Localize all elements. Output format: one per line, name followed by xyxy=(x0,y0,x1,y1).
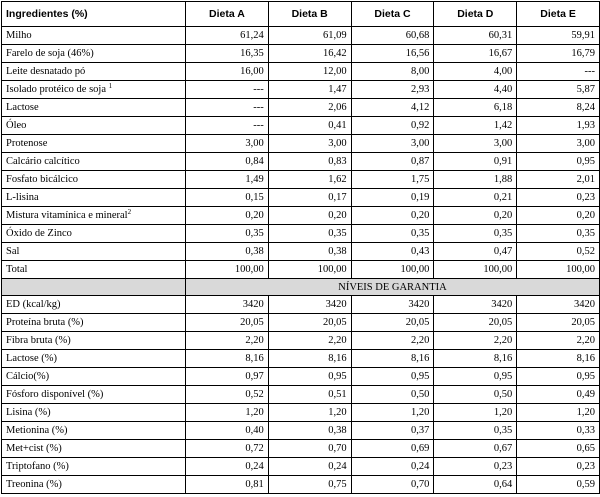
value-cell: 0,81 xyxy=(186,476,269,494)
table-row xyxy=(2,368,600,386)
row-label: Fibra bruta (%) xyxy=(6,335,71,346)
table-row xyxy=(2,27,600,45)
row-label-cell xyxy=(2,27,186,45)
value-cell: 1,20 xyxy=(186,404,269,422)
row-label-cell xyxy=(2,81,186,99)
value-cell: 0,50 xyxy=(434,386,517,404)
value-cell: 4,00 xyxy=(434,63,517,81)
value-cell: 0,20 xyxy=(517,207,600,225)
row-label-cell xyxy=(2,99,186,117)
row-label: Treonina (%) xyxy=(6,479,62,490)
value-cell: 0,15 xyxy=(186,189,269,207)
row-label: Óleo xyxy=(6,120,27,131)
value-cell: 3420 xyxy=(434,296,517,314)
value-cell: 0,52 xyxy=(186,386,269,404)
value-cell: 60,68 xyxy=(351,27,434,45)
row-label: Lisina (%) xyxy=(6,407,51,418)
value-cell: 8,16 xyxy=(517,350,600,368)
value-cell: 0,23 xyxy=(517,458,600,476)
row-label-cell xyxy=(2,135,186,153)
value-cell: 16,56 xyxy=(351,45,434,63)
value-cell: 2,20 xyxy=(186,332,269,350)
section-row xyxy=(2,279,600,296)
value-cell: 100,00 xyxy=(351,261,434,279)
value-cell: 0,75 xyxy=(268,476,351,494)
row-label: Proteína bruta (%) xyxy=(6,317,84,328)
value-cell: 0,41 xyxy=(268,117,351,135)
value-cell: 0,24 xyxy=(186,458,269,476)
value-cell: 16,00 xyxy=(186,63,269,81)
value-cell: 0,20 xyxy=(186,207,269,225)
table-row xyxy=(2,404,600,422)
row-label: Óxido de Zinco xyxy=(6,228,72,239)
footnote-marker: 2 xyxy=(127,208,132,216)
row-label-cell xyxy=(2,225,186,243)
row-label-cell xyxy=(2,63,186,81)
table-row xyxy=(2,458,600,476)
value-cell: 0,35 xyxy=(517,225,600,243)
table-row xyxy=(2,45,600,63)
value-cell: 0,95 xyxy=(351,368,434,386)
table-row xyxy=(2,117,600,135)
value-cell: 1,20 xyxy=(517,404,600,422)
value-cell: 0,20 xyxy=(268,207,351,225)
value-cell: 12,00 xyxy=(268,63,351,81)
value-cell: 16,35 xyxy=(186,45,269,63)
row-label: Farelo de soja (46%) xyxy=(6,48,94,59)
value-cell: 1,42 xyxy=(434,117,517,135)
value-cell: 1,62 xyxy=(268,171,351,189)
section-spacer-cell xyxy=(2,279,186,296)
table-row xyxy=(2,314,600,332)
value-cell: 0,95 xyxy=(434,368,517,386)
row-label-cell xyxy=(2,440,186,458)
value-cell: 20,05 xyxy=(517,314,600,332)
value-cell: 100,00 xyxy=(186,261,269,279)
value-cell: 0,87 xyxy=(351,153,434,171)
table-row xyxy=(2,296,600,314)
value-cell: 0,70 xyxy=(351,476,434,494)
value-cell: --- xyxy=(186,81,269,99)
row-label-cell xyxy=(2,422,186,440)
value-cell: 20,05 xyxy=(268,314,351,332)
guarantee-section-header xyxy=(2,279,600,296)
header-diet-c: Dieta C xyxy=(351,2,434,27)
value-cell: 100,00 xyxy=(434,261,517,279)
value-cell: 3420 xyxy=(351,296,434,314)
value-cell: 0,17 xyxy=(268,189,351,207)
value-cell: 20,05 xyxy=(351,314,434,332)
row-label-cell xyxy=(2,171,186,189)
value-cell: 0,35 xyxy=(268,225,351,243)
table-row xyxy=(2,440,600,458)
ingredients-section xyxy=(2,27,600,279)
row-label-cell xyxy=(2,458,186,476)
row-label-cell xyxy=(2,296,186,314)
header-ingredients: Ingredientes (%) xyxy=(2,2,186,27)
table-row xyxy=(2,332,600,350)
footnote-marker: 1 xyxy=(108,82,113,90)
value-cell: 3,00 xyxy=(186,135,269,153)
value-cell: 0,95 xyxy=(517,153,600,171)
value-cell: 2,20 xyxy=(268,332,351,350)
value-cell: 8,00 xyxy=(351,63,434,81)
value-cell: 3,00 xyxy=(434,135,517,153)
table-row xyxy=(2,99,600,117)
row-label: Sal xyxy=(6,246,20,257)
table-row xyxy=(2,476,600,494)
row-label-cell xyxy=(2,476,186,494)
value-cell: 2,20 xyxy=(434,332,517,350)
value-cell: 0,35 xyxy=(351,225,434,243)
row-label-cell xyxy=(2,243,186,261)
value-cell: 2,93 xyxy=(351,81,434,99)
value-cell: 0,83 xyxy=(268,153,351,171)
value-cell: 8,16 xyxy=(186,350,269,368)
value-cell: 0,59 xyxy=(517,476,600,494)
value-cell: 0,97 xyxy=(186,368,269,386)
value-cell: 20,05 xyxy=(434,314,517,332)
table-row xyxy=(2,63,600,81)
row-label: Fosfato bicálcico xyxy=(6,174,79,185)
header-diet-e: Dieta E xyxy=(517,2,600,27)
value-cell: 16,67 xyxy=(434,45,517,63)
value-cell: --- xyxy=(517,63,600,81)
value-cell: 4,40 xyxy=(434,81,517,99)
row-label: Met+cist (%) xyxy=(6,443,62,454)
row-label: Triptofano (%) xyxy=(6,461,69,472)
value-cell: 100,00 xyxy=(517,261,600,279)
section-title: NÍVEIS DE GARANTIA xyxy=(186,279,600,296)
value-cell: 1,47 xyxy=(268,81,351,99)
value-cell: 0,72 xyxy=(186,440,269,458)
value-cell: 2,20 xyxy=(351,332,434,350)
row-label-cell xyxy=(2,386,186,404)
row-label-cell xyxy=(2,189,186,207)
row-label: Milho xyxy=(6,30,32,41)
table-row xyxy=(2,135,600,153)
row-label-cell xyxy=(2,153,186,171)
value-cell: 0,38 xyxy=(268,243,351,261)
table-row xyxy=(2,81,600,99)
value-cell: 8,16 xyxy=(434,350,517,368)
value-cell: 0,70 xyxy=(268,440,351,458)
value-cell: 0,43 xyxy=(351,243,434,261)
value-cell: 3,00 xyxy=(351,135,434,153)
value-cell: 8,24 xyxy=(517,99,600,117)
header-row xyxy=(2,2,600,27)
value-cell: 0,35 xyxy=(434,225,517,243)
value-cell: --- xyxy=(186,117,269,135)
row-label: Calcário calcítico xyxy=(6,156,80,167)
row-label-cell xyxy=(2,207,186,225)
value-cell: 0,92 xyxy=(351,117,434,135)
row-label: L-lisina xyxy=(6,192,39,203)
value-cell: 1,88 xyxy=(434,171,517,189)
row-label: Total xyxy=(6,264,28,275)
row-label-cell xyxy=(2,332,186,350)
value-cell: 0,24 xyxy=(351,458,434,476)
value-cell: 0,52 xyxy=(517,243,600,261)
row-label-cell xyxy=(2,45,186,63)
value-cell: 0,38 xyxy=(186,243,269,261)
value-cell: 0,35 xyxy=(186,225,269,243)
value-cell: 2,06 xyxy=(268,99,351,117)
value-cell: 1,20 xyxy=(268,404,351,422)
value-cell: 61,09 xyxy=(268,27,351,45)
row-label: Mistura vitamínica e mineral xyxy=(6,210,128,221)
value-cell: 1,20 xyxy=(434,404,517,422)
row-label: Metionina (%) xyxy=(6,425,68,436)
header-diet-d: Dieta D xyxy=(434,2,517,27)
value-cell: 3420 xyxy=(186,296,269,314)
value-cell: 0,23 xyxy=(517,189,600,207)
value-cell: 0,19 xyxy=(351,189,434,207)
row-label: ED (kcal/kg) xyxy=(6,299,61,310)
value-cell: 20,05 xyxy=(186,314,269,332)
value-cell: 0,84 xyxy=(186,153,269,171)
value-cell: --- xyxy=(186,99,269,117)
value-cell: 59,91 xyxy=(517,27,600,45)
value-cell: 0,50 xyxy=(351,386,434,404)
row-label-cell xyxy=(2,404,186,422)
value-cell: 8,16 xyxy=(351,350,434,368)
value-cell: 0,20 xyxy=(351,207,434,225)
value-cell: 0,23 xyxy=(434,458,517,476)
table-row xyxy=(2,422,600,440)
value-cell: 0,20 xyxy=(434,207,517,225)
value-cell: 0,67 xyxy=(434,440,517,458)
value-cell: 3,00 xyxy=(268,135,351,153)
value-cell: 1,49 xyxy=(186,171,269,189)
row-label: Leite desnatado pó xyxy=(6,66,86,77)
value-cell: 8,16 xyxy=(268,350,351,368)
table-row xyxy=(2,243,600,261)
value-cell: 3420 xyxy=(517,296,600,314)
value-cell: 16,42 xyxy=(268,45,351,63)
value-cell: 0,33 xyxy=(517,422,600,440)
row-label: Lactose (%) xyxy=(6,353,58,364)
value-cell: 4,12 xyxy=(351,99,434,117)
value-cell: 3420 xyxy=(268,296,351,314)
value-cell: 0,65 xyxy=(517,440,600,458)
value-cell: 0,47 xyxy=(434,243,517,261)
value-cell: 2,01 xyxy=(517,171,600,189)
value-cell: 0,21 xyxy=(434,189,517,207)
row-label-cell xyxy=(2,368,186,386)
value-cell: 5,87 xyxy=(517,81,600,99)
value-cell: 0,35 xyxy=(434,422,517,440)
value-cell: 0,38 xyxy=(268,422,351,440)
value-cell: 0,95 xyxy=(268,368,351,386)
table-row xyxy=(2,189,600,207)
value-cell: 0,69 xyxy=(351,440,434,458)
value-cell: 0,24 xyxy=(268,458,351,476)
value-cell: 1,93 xyxy=(517,117,600,135)
table-row xyxy=(2,171,600,189)
table-row xyxy=(2,350,600,368)
header-diet-a: Dieta A xyxy=(186,2,269,27)
row-label-cell xyxy=(2,261,186,279)
table-row xyxy=(2,225,600,243)
row-label: Cálcio(%) xyxy=(6,371,50,382)
row-label: Protenose xyxy=(6,138,48,149)
guarantee-section xyxy=(2,296,600,494)
value-cell: 100,00 xyxy=(268,261,351,279)
value-cell: 16,79 xyxy=(517,45,600,63)
row-label: Lactose xyxy=(6,102,39,113)
row-label: Fósforo disponível (%) xyxy=(6,389,104,400)
value-cell: 1,20 xyxy=(351,404,434,422)
row-label-cell xyxy=(2,117,186,135)
table-header xyxy=(2,2,600,27)
value-cell: 0,51 xyxy=(268,386,351,404)
value-cell: 2,20 xyxy=(517,332,600,350)
value-cell: 0,95 xyxy=(517,368,600,386)
value-cell: 61,24 xyxy=(186,27,269,45)
header-diet-b: Dieta B xyxy=(268,2,351,27)
value-cell: 6,18 xyxy=(434,99,517,117)
value-cell: 0,40 xyxy=(186,422,269,440)
value-cell: 0,37 xyxy=(351,422,434,440)
value-cell: 0,64 xyxy=(434,476,517,494)
row-label: Isolado protéico de soja xyxy=(6,84,109,95)
value-cell: 0,49 xyxy=(517,386,600,404)
value-cell: 1,75 xyxy=(351,171,434,189)
row-label-cell xyxy=(2,350,186,368)
diet-composition-table xyxy=(1,1,600,494)
row-label-cell xyxy=(2,314,186,332)
table-row xyxy=(2,207,600,225)
value-cell: 0,91 xyxy=(434,153,517,171)
table-row xyxy=(2,386,600,404)
value-cell: 60,31 xyxy=(434,27,517,45)
value-cell: 3,00 xyxy=(517,135,600,153)
table-row xyxy=(2,153,600,171)
table-row xyxy=(2,261,600,279)
